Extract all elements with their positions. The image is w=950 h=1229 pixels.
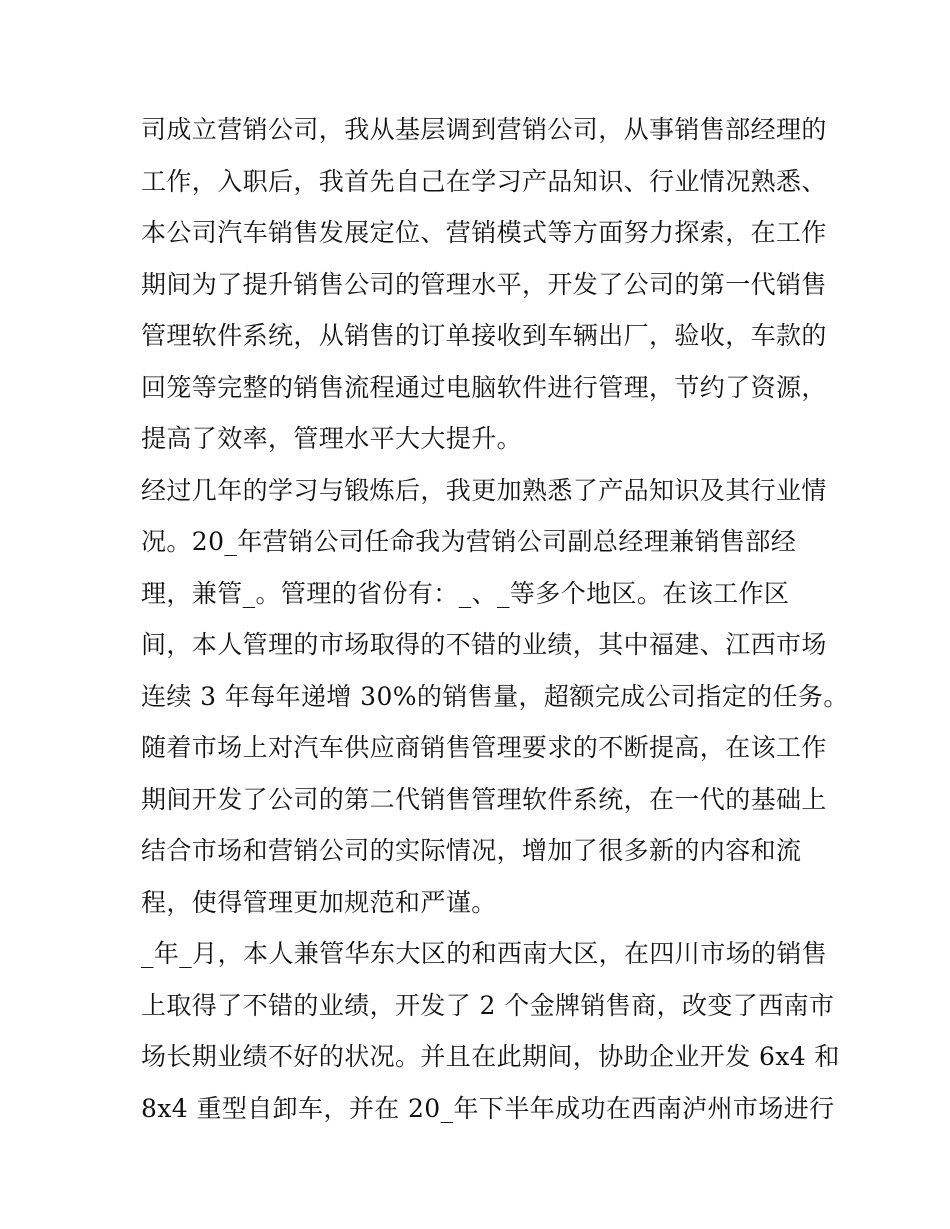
- text-line-19: 场长期业绩不好的状况。并且在此期间，协助企业开发 6x4 和: [141, 1042, 840, 1071]
- text-line-11: 间，本人管理的市场取得的不错的业绩，其中福建、江西市场: [141, 630, 827, 659]
- text-line-12: 连续 3 年每年递增 30%的销售量，超额完成公司指定的任务。: [141, 681, 849, 711]
- text-line-15: 结合市场和营销公司的实际情况，增加了很多新的内容和流: [141, 836, 802, 865]
- text-line-3: 本公司汽车销售发展定位、营销模式等方面努力探索，在工作: [141, 218, 827, 247]
- text-line-9: 况。20_年营销公司任命我为营销公司副总经理兼销售部经: [141, 527, 797, 556]
- text-line-10: 理，兼管_。管理的省份有：_、_等多个地区。在该工作区: [141, 578, 790, 608]
- text-line-1: 司成立营销公司，我从基层调到营销公司，从事销售部经理的: [141, 115, 827, 144]
- text-line-18: 上取得了不错的业绩，开发了 2 个金牌销售商，改变了西南市: [141, 990, 835, 1020]
- text-line-17: _年_月，本人兼管华东大区的和西南大区，在四川市场的销售: [141, 939, 828, 968]
- text-line-2: 工作，入职后，我首先自己在学习产品知识、行业情况熟悉、: [141, 166, 827, 196]
- text-line-16: 程，使得管理更加规范和严谨。: [141, 887, 497, 917]
- text-line-6: 回笼等完整的销售流程通过电脑软件进行管理，节约了资源，: [141, 372, 827, 402]
- text-line-20: 8x4 重型自卸车，并在 20_年下半年成功在西南泸州市场进行: [141, 1093, 835, 1123]
- text-line-5: 管理软件系统，从销售的订单接收到车辆出厂，验收，车款的: [141, 321, 827, 350]
- text-line-4: 期间为了提升销售公司的管理水平，开发了公司的第一代销售: [141, 269, 827, 299]
- text-line-14: 期间开发了公司的第二代销售管理软件系统，在一代的基础上: [141, 784, 827, 814]
- body-text: [141, 104, 849, 1134]
- text-line-7: 提高了效率，管理水平大大提升。: [141, 424, 523, 453]
- text-line-8: 经过几年的学习与锻炼后，我更加熟悉了产品知识及其行业情: [141, 475, 827, 505]
- text-line-13: 随着市场上对汽车供应商销售管理要求的不断提高，在该工作: [141, 733, 827, 762]
